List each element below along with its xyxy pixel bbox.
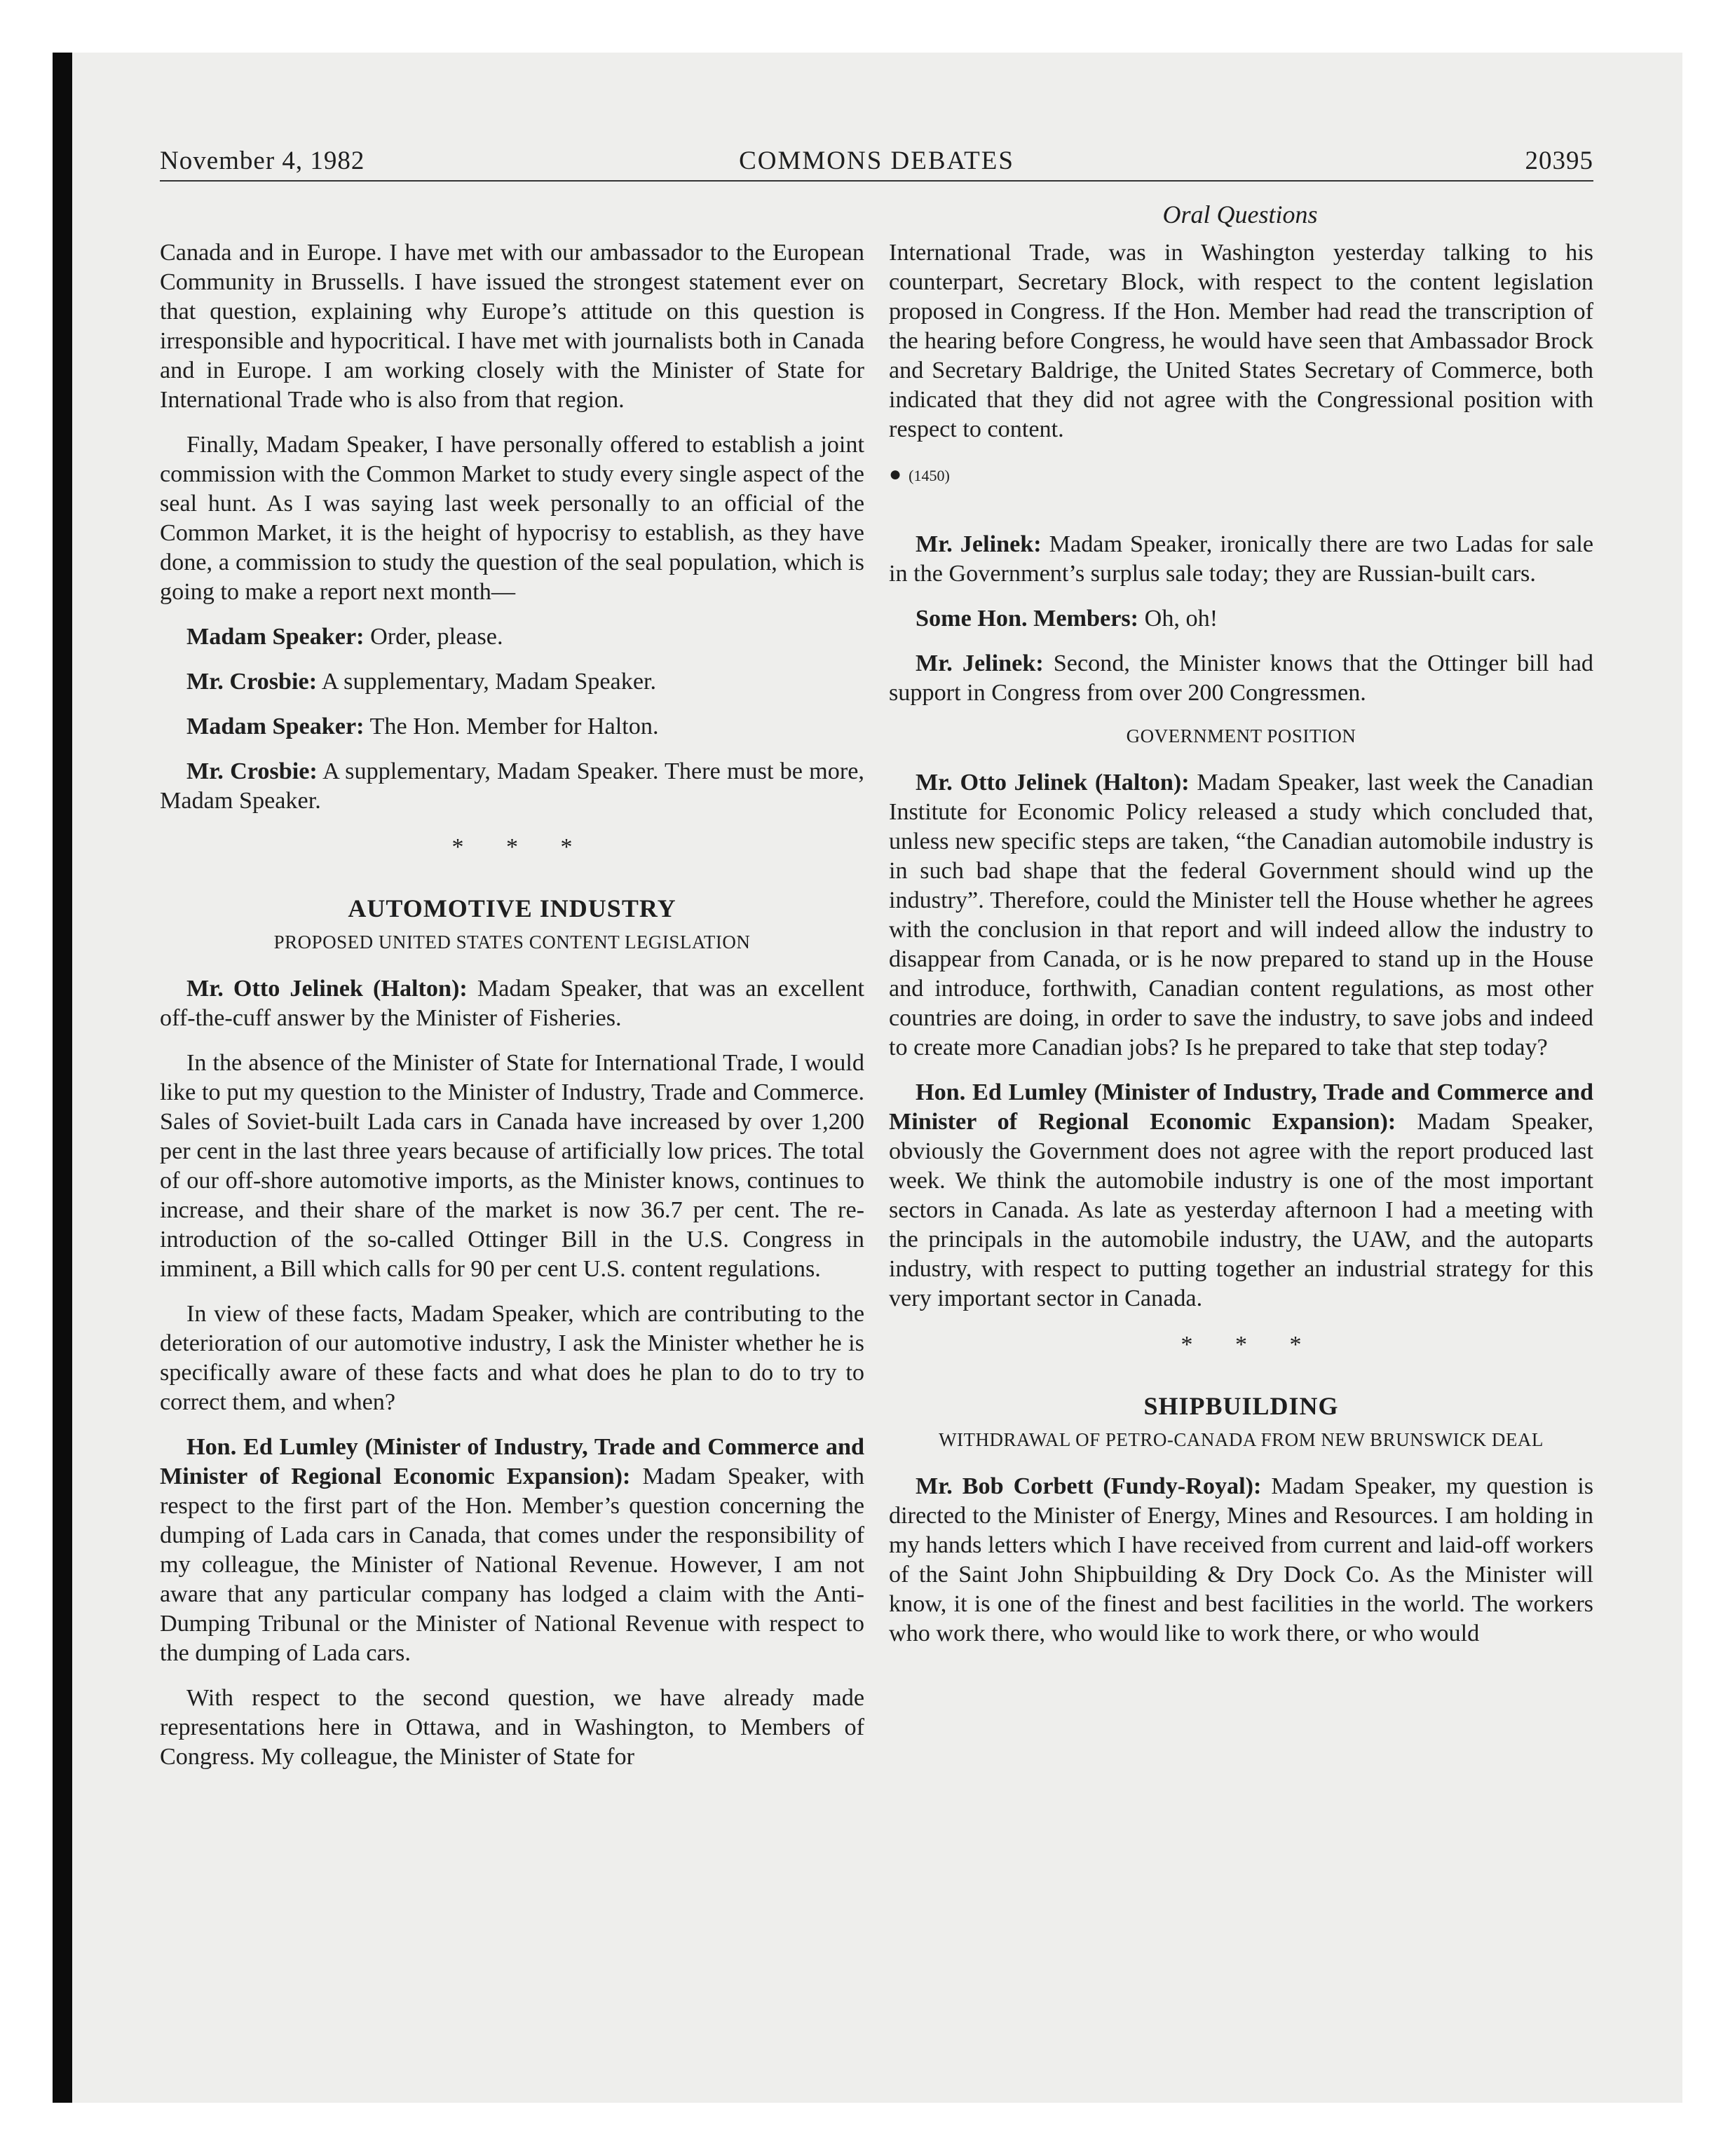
speech xyxy=(889,604,1593,634)
paragraph: Finally, Madam Speaker, I have personally offered to establish a joint commission with the Common Market to study every single aspect of the seal hunt. As I was saying last week personally to an official of the Common Market, it is the height of hypocrisy to establish, as they have done, a commission to study the question of the seal population, which is going to make a report next month— xyxy=(160,432,864,605)
speech xyxy=(889,1472,1593,1649)
section-separator: * * * xyxy=(1181,1332,1320,1358)
paragraph: In view of these facts, Madam Speaker, which are contributing to the deterioration of our automotive industry, I ask the Minister whether he is specifically aware of these facts and what does he plan to do to try to correct them, and when? xyxy=(160,1301,864,1415)
header-page-number: 20395 xyxy=(1525,146,1593,175)
section-subheading: GOVERNMENT POSITION xyxy=(1126,725,1356,746)
speaker-name: Hon. Ed Lumley (Minister of Industry, Trade and Commerce and Minister of Regional Economic Expansion): xyxy=(889,1079,1593,1135)
paragraph: In the absence of the Minister of State for International Trade, I would like to put my question to the Minister of Industry, Trade and Commerce. Sales of Soviet-built Lada cars in Canada have increased by over 1,200 per cent in the last three years because of artificially low prices. The total of our off-shore automotive imports, as the Minister knows, continues to increase, and their share of the market is now 36.7 per cent. The re-introduction of the so-called Ottinger Bill in the U.S. Congress in imminent, a Bill which calls for 90 per cent U.S. content regulations. xyxy=(160,1050,864,1282)
speech-text: A supplementary, Madam Speaker. xyxy=(321,669,657,695)
speech-text: A supplementary, Madam Speaker. There must be more, Madam Speaker. xyxy=(160,758,864,814)
speaker-name: Hon. Ed Lumley (Minister of Industry, Trade and Commerce and Minister of Regional Economic Expansion): xyxy=(160,1434,864,1489)
speech-text: Order, please. xyxy=(370,624,503,650)
speech-text: Madam Speaker, ironically there are two Ladas for sale in the Government’s surplus sale today; they are Russian-built cars. xyxy=(889,531,1594,587)
header-rule xyxy=(160,180,1593,182)
section-heading: SHIPBUILDING xyxy=(1143,1392,1339,1420)
speech xyxy=(160,757,864,816)
speech-text: Madam Speaker, my question is directed to the Minister of Energy, Mines and Resources. I am holding in my hands letters which I have received from current and laid-off workers of the Saint John Shipbuilding & Dry Dock Co. As the Minister will know, it is one of the finest and best facilities in the world. The workers who work there, who would like to work there, or who would xyxy=(889,1473,1594,1646)
speaker-name: Mr. Otto Jelinek (Halton): xyxy=(916,770,1190,796)
header-date: November 4, 1982 xyxy=(160,146,365,175)
speech xyxy=(160,712,864,742)
speaker-name: Madam Speaker: xyxy=(186,624,365,650)
page-header xyxy=(160,140,1593,182)
speech-text: Second, the Minister knows that the Ottinger bill had support in Congress from over 200 Congressmen. xyxy=(889,650,1593,706)
time-stamp-text: (1450) xyxy=(909,467,950,484)
time-stamp xyxy=(889,460,1593,491)
speech-text: Madam Speaker, obviously the Government does not agree with the report produced last week. We think the automobile industry is one of the most important sectors in Canada. As late as yesterday afternoon I had a meeting with the principals in the automobile industry, the UAW, and the autoparts industry, with respect to putting together an industrial strategy for this very important sector in Canada. xyxy=(889,1109,1594,1311)
speaker-name: Mr. Jelinek: xyxy=(916,650,1044,676)
speech-text: Oh, oh! xyxy=(1144,606,1218,632)
paragraph: Canada and in Europe. I have met with our ambassador to the European Community in Brussells. I have issued the strongest statement ever on that question, explaining why Europe’s attitude on this question is irresponsible and hypocritical. I have met with journalists both in Canada and in Europe. I am working closely with the Minister of State for International Trade who is also from that region. xyxy=(160,240,864,413)
section-subheading: PROPOSED UNITED STATES CONTENT LEGISLATION xyxy=(273,932,751,953)
section-heading: AUTOMOTIVE INDUSTRY xyxy=(348,894,676,922)
speech xyxy=(889,1078,1593,1314)
header-title: COMMONS DEBATES xyxy=(739,146,1014,175)
speech xyxy=(889,530,1593,589)
paragraph: With respect to the second question, we have already made representations here in Ottawa, and in Washington, to Members of Congress. My colleague, the Minister of State for xyxy=(160,1685,864,1770)
speech-text: Madam Speaker, that was an excellent off-the-cuff answer by the Minister of Fisheries. xyxy=(160,976,865,1031)
speech xyxy=(160,622,864,652)
paragraph: International Trade, was in Washington yesterday talking to his counterpart, Secretary Block, with respect to the content legislation proposed in Congress. If the Hon. Member had read the transcription of the hearing before Congress, he would have seen that Ambassador Brock and Secretary Baldrige, the United States Secretary of Commerce, both indicated that they did not agree with the Congressional position with respect to content. xyxy=(889,240,1593,442)
speech xyxy=(160,1433,864,1668)
left-column xyxy=(160,238,864,1787)
speaker-name: Some Hon. Members: xyxy=(916,606,1139,632)
speech xyxy=(160,667,864,697)
speaker-name: Mr. Crosbie: xyxy=(186,669,318,695)
section-separator: * * * xyxy=(451,834,591,860)
speaker-name: Mr. Bob Corbett (Fundy-Royal): xyxy=(916,1473,1262,1499)
speech xyxy=(889,768,1593,1063)
speaker-name: Mr. Jelinek: xyxy=(916,531,1042,557)
section-label: Oral Questions xyxy=(1162,200,1318,228)
speech xyxy=(160,974,864,1033)
speech-text: Madam Speaker, last week the Canadian Institute for Economic Policy released a study which concluded that, unless new specific steps are taken, “the Canadian automobile industry is in such bad shape that the federal Government should wind up the industry”. Therefore, could the Minister tell the House whether he agrees with the conclusion in that report and will indeed allow the industry to disappear from Canada, or is he now prepared to stand up in the House and introduce, forthwith, Canadian content regulations, as most other countries are doing, in order to save the industry, to save jobs and indeed to create more Canadian jobs? Is he prepared to take that step today? xyxy=(889,770,1593,1060)
speech-text: Madam Speaker, with respect to the first part of the Hon. Member’s question concerning the dumping of Lada cars in Canada, that comes under the responsibility of my colleague, the Minister of National Revenue. However, I am not aware that any particular company has lodged a claim with the Anti-Dumping Tribunal or the Minister of National Revenue with respect to the dumping of Lada cars. xyxy=(160,1464,865,1666)
bullet-icon: ● xyxy=(889,463,902,486)
right-column xyxy=(889,238,1593,1664)
section-subheading: WITHDRAWAL OF PETRO-CANADA FROM NEW BRUNSWICK DEAL xyxy=(939,1429,1544,1450)
speech-text: The Hon. Member for Halton. xyxy=(369,714,659,739)
speaker-name: Mr. Otto Jelinek (Halton): xyxy=(186,976,468,1002)
scan-binding-edge xyxy=(53,53,72,2103)
speech xyxy=(889,649,1593,708)
speaker-name: Mr. Crosbie: xyxy=(186,758,318,784)
speaker-name: Madam Speaker: xyxy=(186,714,365,739)
